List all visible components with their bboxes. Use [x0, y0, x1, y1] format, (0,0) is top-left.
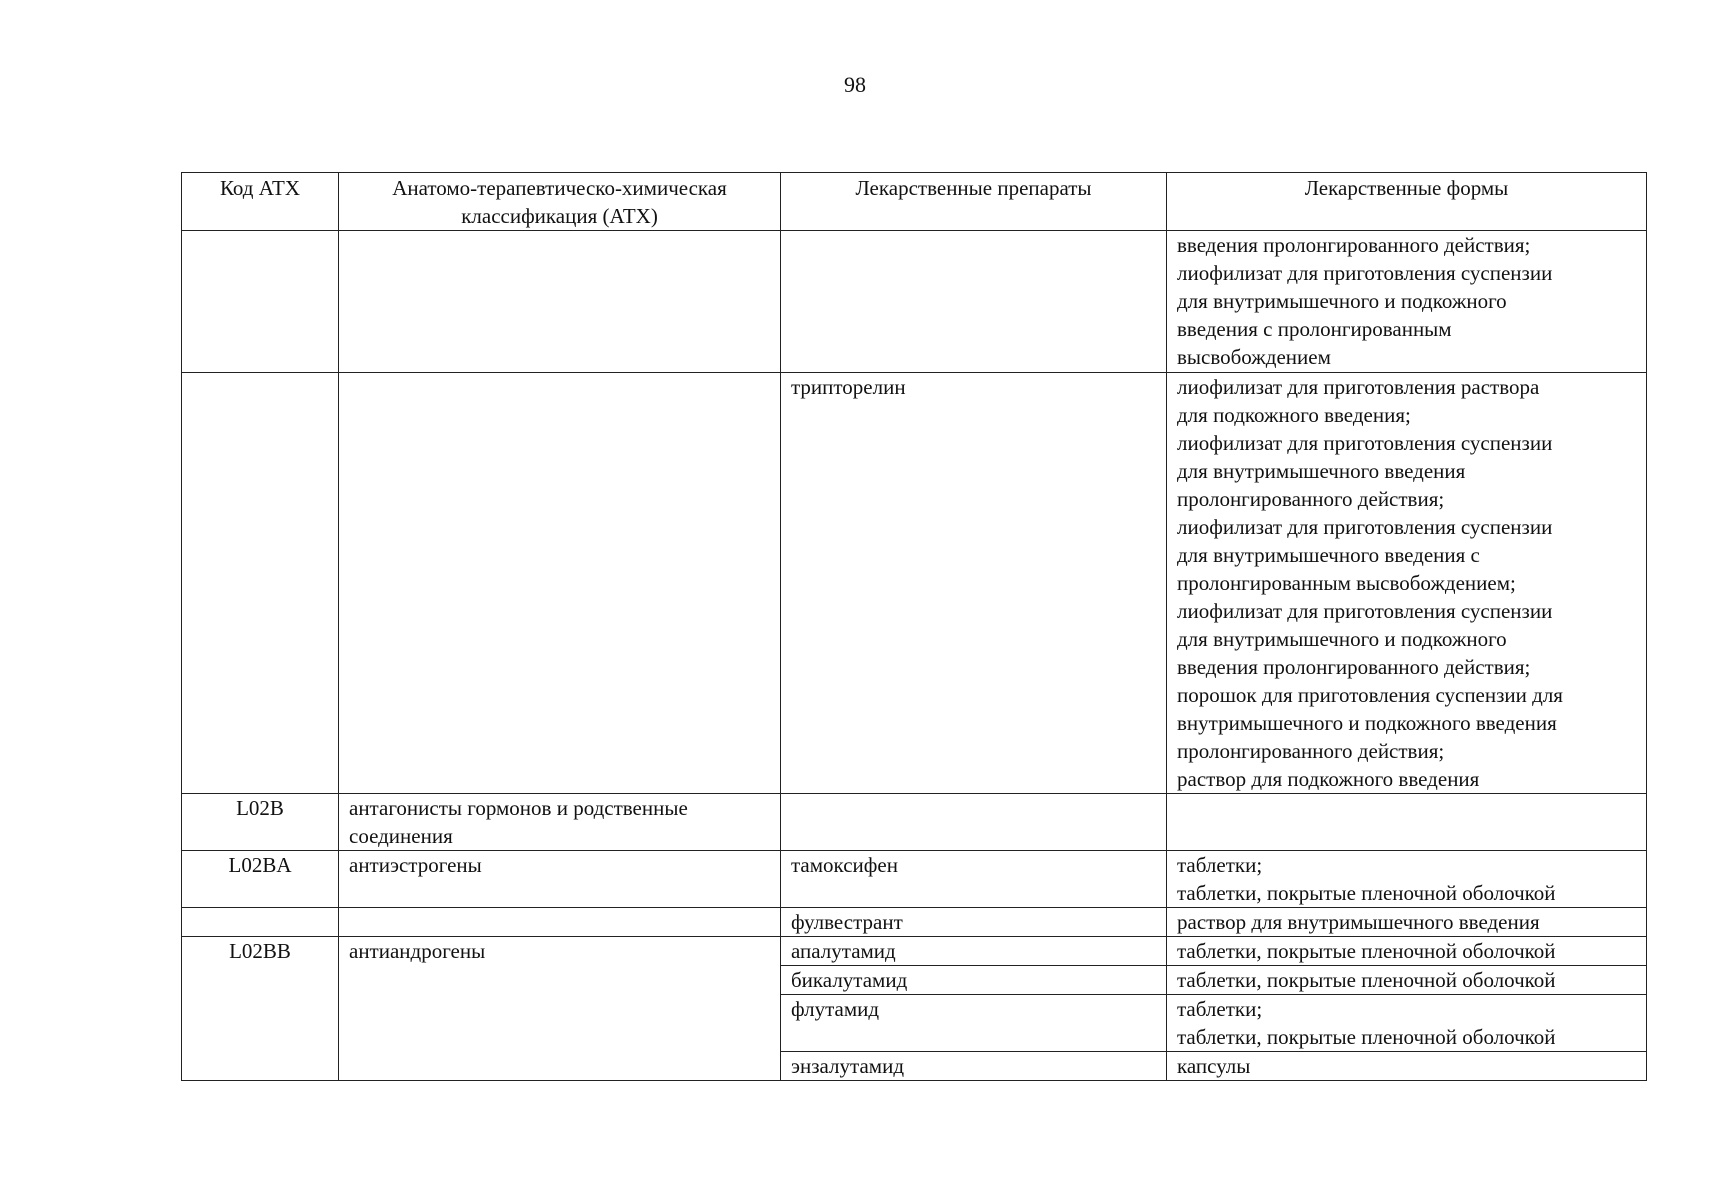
form-line: таблетки, покрытые пленочной оболочкой [1177, 881, 1556, 905]
classification-line: соединения [349, 824, 453, 848]
form-line: для внутримышечного введения [1177, 459, 1466, 483]
form-line: введения пролонгированного действия; [1177, 233, 1531, 257]
forms-cell [1167, 908, 1647, 937]
atc-code-cell [182, 966, 339, 995]
form-line: пролонгированным высвобождением; [1177, 571, 1516, 595]
form-line: для внутримышечного и подкожного [1177, 289, 1507, 313]
form-line: таблетки, покрытые пленочной оболочкой [1177, 968, 1556, 992]
table-header-row [182, 173, 1647, 231]
drug-cell: фулвестрант [781, 908, 1167, 937]
table-row [182, 908, 1647, 937]
form-line: внутримышечного и подкожного введения [1177, 711, 1557, 735]
classification-cell [339, 794, 781, 851]
classification-cell [339, 851, 781, 908]
classification-line: антиандрогены [349, 939, 486, 963]
form-line: для внутримышечного введения с [1177, 543, 1480, 567]
atc-code-cell [182, 995, 339, 1052]
header-forms: Лекарственные формы [1167, 173, 1647, 231]
table-row [182, 851, 1647, 908]
form-line: таблетки; [1177, 997, 1263, 1021]
drug-cell: флутамид [781, 995, 1167, 1052]
table-row [182, 937, 1647, 966]
atc-drug-table [181, 172, 1647, 1081]
form-line: таблетки, покрытые пленочной оболочкой [1177, 939, 1556, 963]
table-row [182, 373, 1647, 794]
form-line: раствор для подкожного введения [1177, 767, 1480, 791]
atc-code-cell [182, 1052, 339, 1081]
drug-cell [781, 231, 1167, 373]
drug-cell: бикалутамид [781, 966, 1167, 995]
drug-cell: апалутамид [781, 937, 1167, 966]
drug-cell: энзалутамид [781, 1052, 1167, 1081]
table-row [182, 995, 1647, 1052]
form-line: лиофилизат для приготовления суспензии [1177, 599, 1553, 623]
form-line: таблетки; [1177, 853, 1263, 877]
forms-cell [1167, 851, 1647, 908]
form-line: пролонгированного действия; [1177, 739, 1445, 763]
classification-cell [339, 937, 781, 966]
form-line: лиофилизат для приготовления суспензии [1177, 261, 1553, 285]
table-row [182, 794, 1647, 851]
table-row [182, 1052, 1647, 1081]
form-line: лиофилизат для приготовления суспензии [1177, 431, 1553, 455]
forms-cell [1167, 995, 1647, 1052]
form-line: высвобождением [1177, 345, 1331, 369]
drug-cell [781, 794, 1167, 851]
form-line: для внутримышечного и подкожного [1177, 627, 1507, 651]
form-line: капсулы [1177, 1054, 1251, 1078]
table-row [182, 966, 1647, 995]
header-drugs: Лекарственные препараты [781, 173, 1167, 231]
atc-code-cell [182, 373, 339, 794]
drug-cell: тамоксифен [781, 851, 1167, 908]
classification-cell [339, 908, 781, 937]
form-line: лиофилизат для приготовления суспензии [1177, 515, 1553, 539]
header-code: Код АТХ [182, 173, 339, 231]
form-line: порошок для приготовления суспензии для [1177, 683, 1563, 707]
atc-code-cell: L02B [182, 794, 339, 851]
classification-line: антагонисты гормонов и родственные [349, 796, 688, 820]
form-line: раствор для внутримышечного введения [1177, 910, 1540, 934]
forms-cell [1167, 966, 1647, 995]
form-line: введения с пролонгированным [1177, 317, 1452, 341]
atc-code-cell [182, 908, 339, 937]
header-classification [339, 173, 781, 231]
forms-cell [1167, 373, 1647, 794]
classification-cell [339, 966, 781, 995]
form-line: пролонгированного действия; [1177, 487, 1445, 511]
classification-cell [339, 1052, 781, 1081]
header-classification-line: классификация (АТХ) [461, 204, 658, 228]
atc-code-cell: L02BB [182, 937, 339, 966]
page-number: 98 [844, 72, 866, 97]
header-classification-line: Анатомо-терапевтическо-химическая [392, 176, 727, 200]
form-line: лиофилизат для приготовления раствора [1177, 375, 1540, 399]
form-line: таблетки, покрытые пленочной оболочкой [1177, 1025, 1556, 1049]
classification-cell [339, 995, 781, 1052]
atc-code-cell: L02BA [182, 851, 339, 908]
drug-cell: трипторелин [781, 373, 1167, 794]
table-row [182, 231, 1647, 373]
forms-cell [1167, 1052, 1647, 1081]
forms-cell [1167, 794, 1647, 851]
classification-cell [339, 231, 781, 373]
atc-code-cell [182, 231, 339, 373]
forms-cell [1167, 231, 1647, 373]
classification-cell [339, 373, 781, 794]
forms-cell [1167, 937, 1647, 966]
form-line: для подкожного введения; [1177, 403, 1411, 427]
classification-line: антиэстрогены [349, 853, 482, 877]
form-line: введения пролонгированного действия; [1177, 655, 1531, 679]
